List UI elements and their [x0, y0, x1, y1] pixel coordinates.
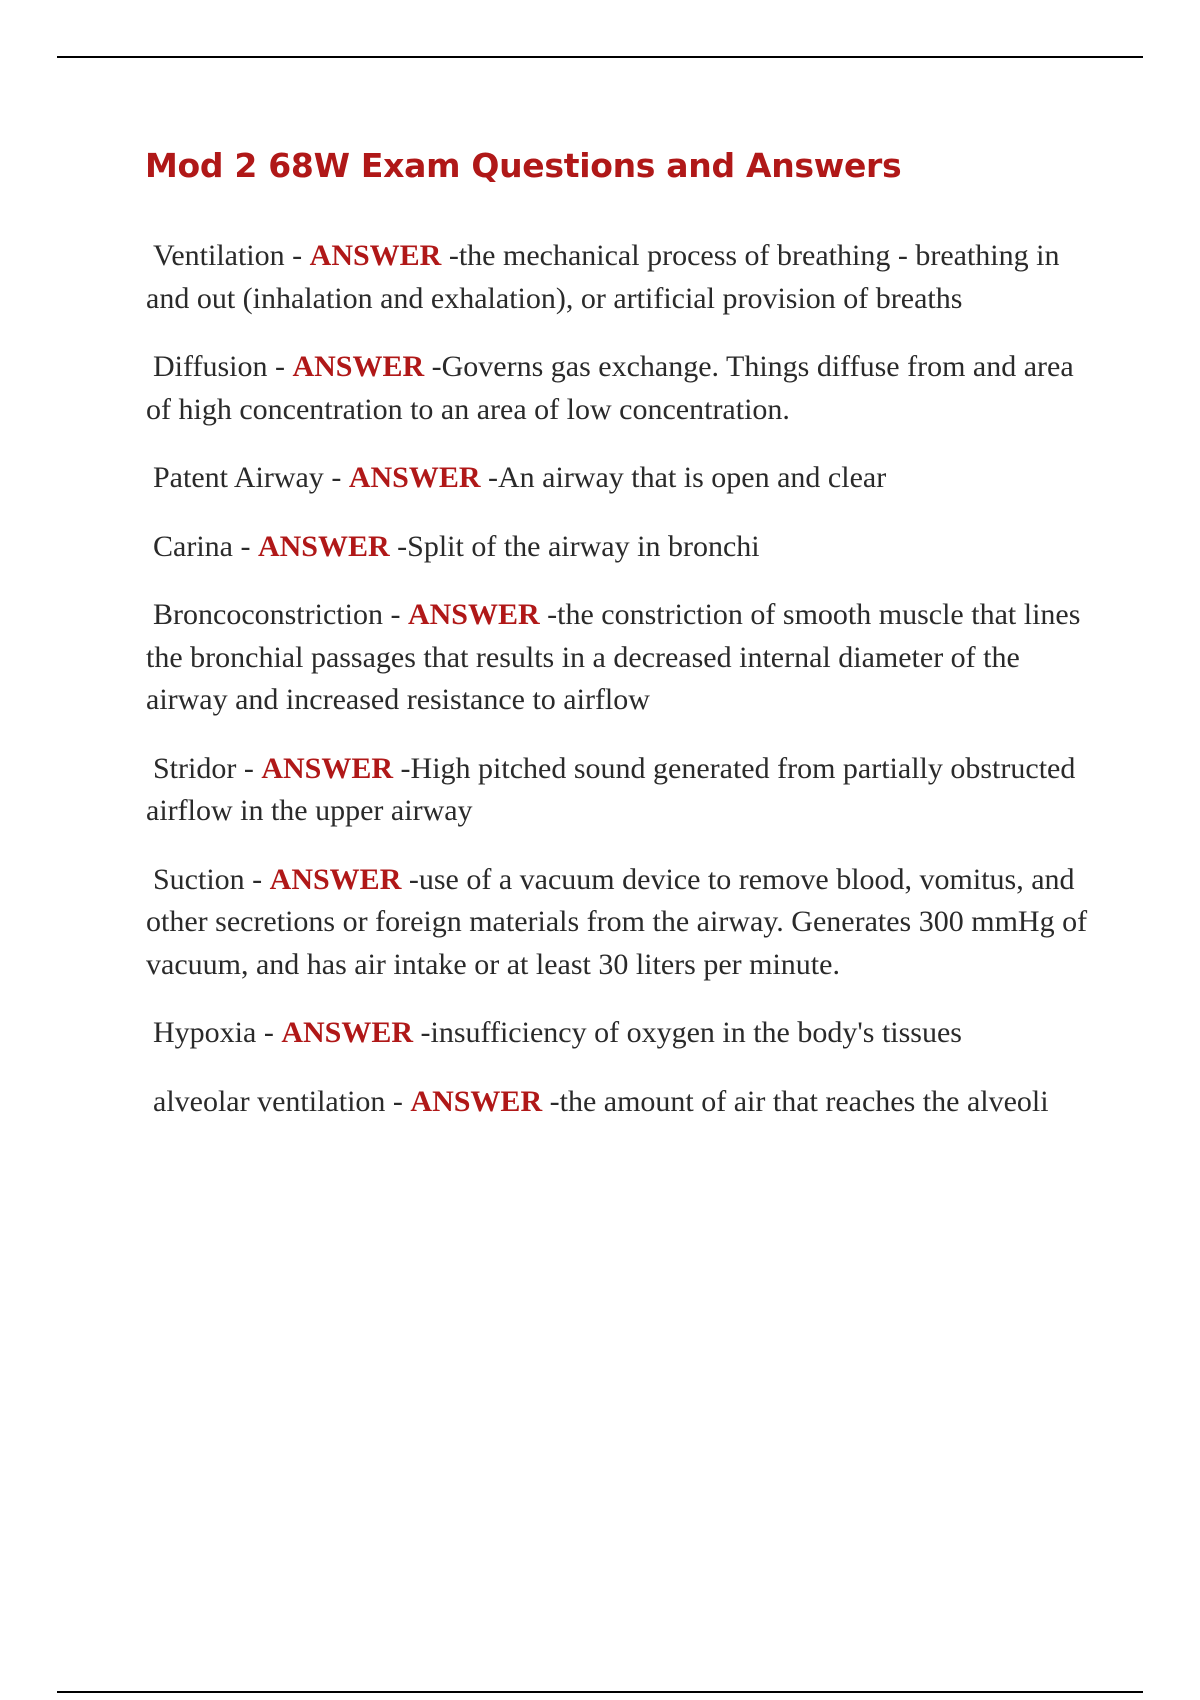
qa-separator: - [323, 461, 349, 494]
answer-label: ANSWER [281, 1016, 414, 1049]
qa-term: Broncoconstriction [153, 598, 383, 631]
qa-answer: -use of a vacuum device to remove blood, vomitus, and other secretions or foreign materials from the airway. Generates 300 mmHg of vacuum, and has air intake or at least 30 liters per minute. [146, 862, 1088, 981]
qa-term: Hypoxia [153, 1016, 257, 1049]
qa-answer: -the mechanical process of breathing - breathing in and out (inhalation and exhalation), or artificial provision of breaths [146, 239, 1060, 315]
qa-separator: - [382, 598, 408, 631]
qa-answer: -High pitched sound generated from partially obstructed airflow in the upper airway [146, 751, 1076, 827]
qa-answer: -Split of the airway in bronchi [389, 529, 760, 563]
qa-term: Stridor [153, 751, 237, 785]
answer-label: ANSWER [410, 1084, 543, 1118]
qa-item-ventilation [146, 235, 1096, 320]
qa-item-stridor [146, 748, 1096, 833]
qa-term: Patent Airway [153, 461, 324, 494]
qa-answer: -An airway that is open and clear [480, 461, 887, 494]
footer-rule [57, 1691, 1143, 1693]
answer-label: ANSWER [269, 862, 402, 896]
page-title: Mod 2 68W Exam Questions and Answers [145, 146, 902, 185]
qa-separator: - [236, 751, 262, 785]
qa-item-alveolar-ventilation [146, 1081, 1096, 1124]
qa-separator: - [244, 862, 270, 896]
qa-separator: - [284, 239, 310, 272]
qa-term: alveolar ventilation [153, 1084, 386, 1118]
qa-separator: - [256, 1016, 282, 1049]
qa-answer: -insufficiency of oxygen in the body's tissues [413, 1016, 962, 1049]
qa-term: Ventilation [153, 239, 285, 272]
qa-separator: - [385, 1084, 411, 1118]
qa-item-carina [146, 526, 1096, 569]
header-rule [57, 56, 1143, 58]
answer-label: ANSWER [292, 350, 425, 383]
qa-answer: -the amount of air that reaches the alveoli [542, 1084, 1049, 1118]
qa-answer: -Governs gas exchange. Things diffuse from and area of high concentration to an area of low concentration. [146, 350, 1074, 426]
answer-label: ANSWER [261, 751, 394, 785]
qa-item-hypoxia [146, 1012, 1096, 1055]
answer-label: ANSWER [407, 598, 540, 631]
qa-item-broncoconstriction [146, 594, 1096, 722]
qa-item-diffusion [146, 346, 1096, 431]
qa-separator: - [267, 350, 293, 383]
qa-term: Carina [153, 529, 233, 563]
qa-item-patent-airway [146, 457, 1096, 500]
qa-term: Suction [153, 862, 245, 896]
qa-item-suction [146, 859, 1096, 987]
qa-term: Diffusion [153, 350, 268, 383]
qa-separator: - [232, 529, 258, 563]
answer-label: ANSWER [309, 239, 442, 272]
qa-answer: -the constriction of smooth muscle that lines the bronchial passages that results in a decreased internal diameter of the airway and increased resistance to airflow [146, 598, 1081, 716]
answer-label: ANSWER [257, 529, 390, 563]
answer-label: ANSWER [348, 461, 481, 494]
qa-list [146, 235, 1096, 1149]
